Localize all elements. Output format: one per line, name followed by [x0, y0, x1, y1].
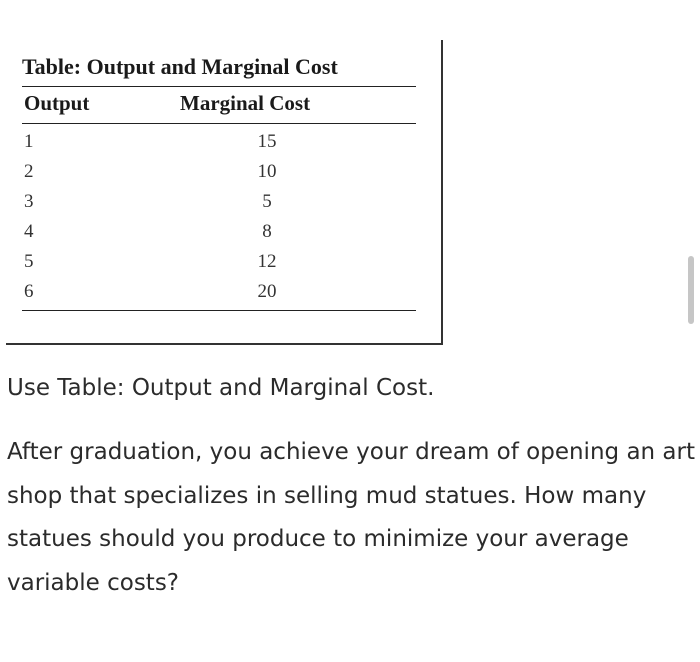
- table-header-row: [22, 87, 416, 124]
- cell-output: 6: [24, 281, 34, 302]
- table-title: Table: Output and Marginal Cost: [22, 52, 416, 87]
- cell-output: 3: [24, 191, 34, 212]
- question-intro: Use Table: Output and Marginal Cost.: [7, 375, 435, 401]
- cell-marginal-cost: 12: [257, 251, 277, 272]
- table-row: [22, 218, 416, 248]
- cell-marginal-cost: 10: [257, 161, 277, 182]
- cell-output: 4: [24, 221, 34, 242]
- table-row: [22, 158, 416, 188]
- question-block: [7, 371, 697, 605]
- column-header-output: Output: [24, 91, 90, 115]
- column-header-marginal-cost: Marginal Cost: [180, 91, 311, 115]
- question-text: After graduation, you achieve your dream of opening an art shop that specializes in selling mud statues. How many statues should you produce to minimize your average variable costs?: [7, 439, 695, 596]
- table-row: [22, 248, 416, 278]
- table-row: [22, 128, 416, 158]
- cell-output: 2: [24, 161, 34, 182]
- cell-output: 5: [24, 251, 34, 272]
- table-row: [22, 188, 416, 218]
- cell-marginal-cost: 8: [262, 221, 272, 242]
- table-row: [22, 278, 416, 308]
- cell-marginal-cost: 5: [262, 191, 272, 212]
- scrollbar-thumb[interactable]: [688, 256, 694, 324]
- table-body: [22, 124, 416, 311]
- cell-marginal-cost: 15: [257, 131, 277, 152]
- cell-output: 1: [24, 131, 34, 152]
- cell-marginal-cost: 20: [257, 281, 277, 302]
- output-marginal-cost-table: [22, 52, 416, 311]
